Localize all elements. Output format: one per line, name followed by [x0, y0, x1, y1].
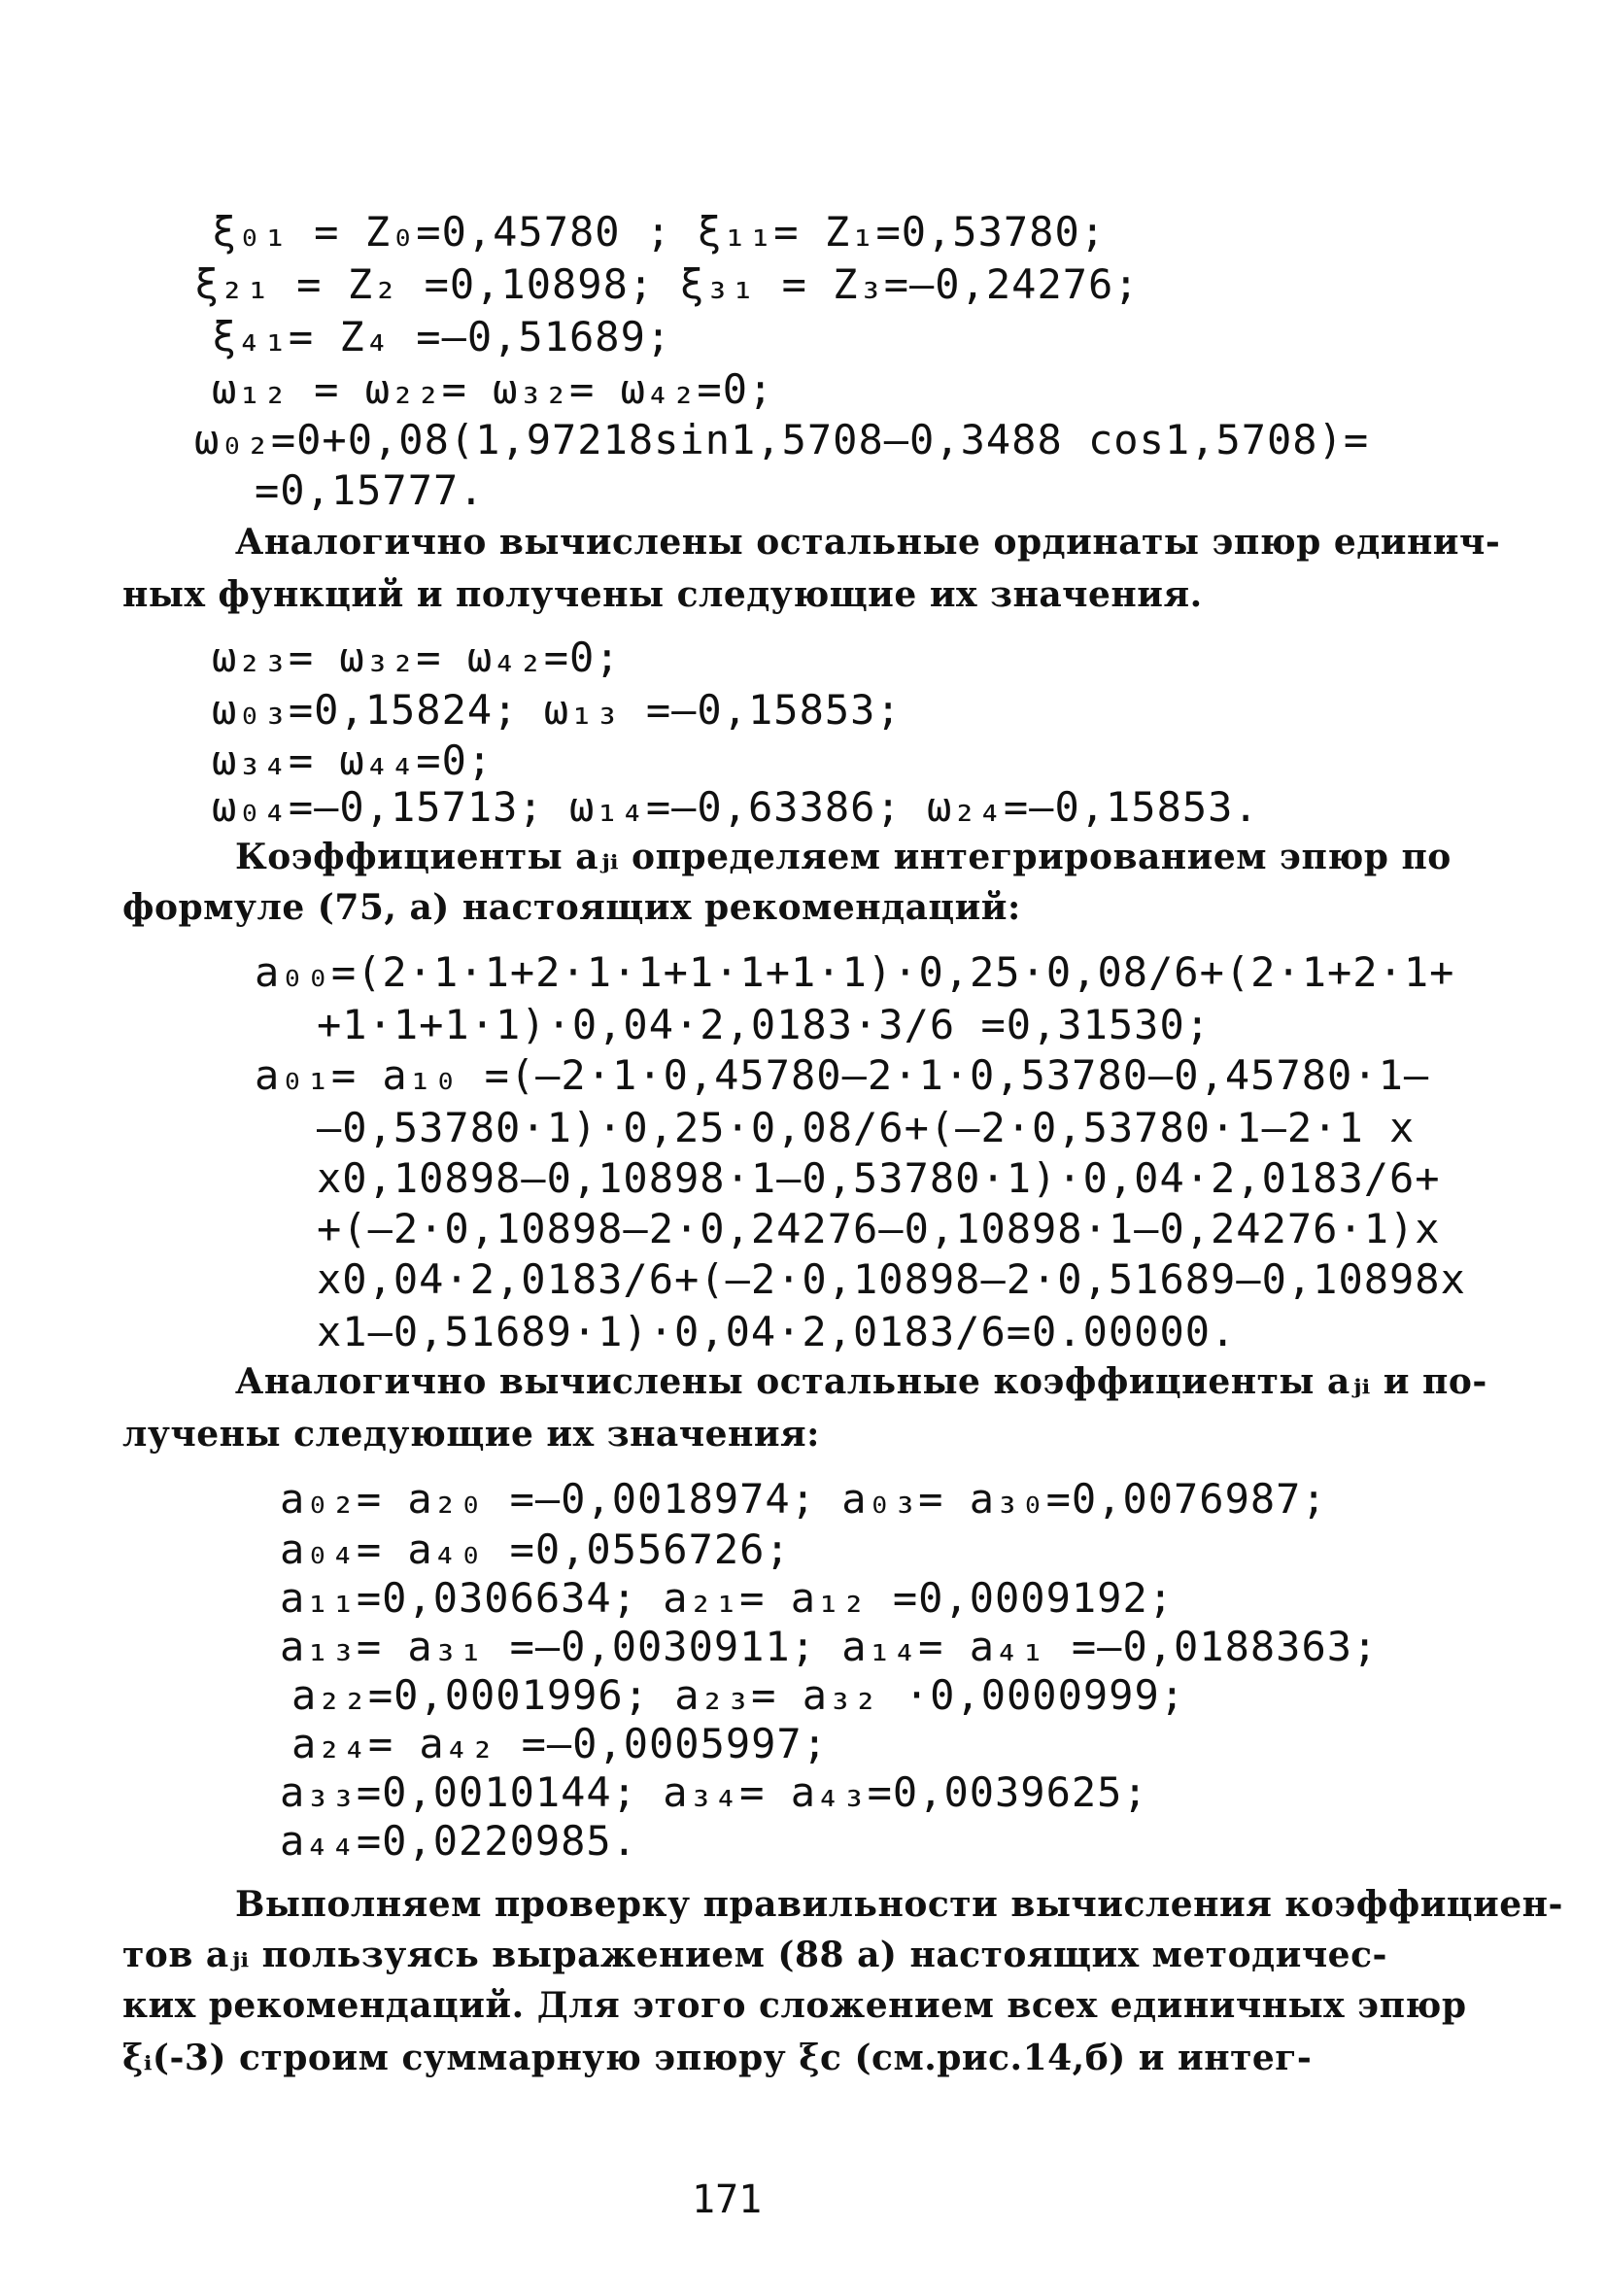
paragraph-4-line-4: ξᵢ(-3) строим суммарную эпюру ξc (см.рис.14,б) и интег-: [122, 2038, 1313, 2078]
formula-w12-w42: ω₁₂ = ω₂₂= ω₃₂= ω₄₂=0;: [212, 365, 774, 413]
page-number: 171: [692, 2177, 763, 2222]
formula-a00-line-2: +1·1+1·1)·0,04·2,0183·3/6 =0,31530;: [317, 1001, 1212, 1048]
formula-a01-line-1: a₀₁= a₁₀ =(–2·1·0,45780–2·1·0,53780–0,45780·1–: [255, 1051, 1430, 1099]
formula-a24: a₂₄= a₄₂ =–0,0005997;: [291, 1720, 829, 1767]
formula-a01-line-6: x1–0,51689·1)·0,04·2,0183/6=0.00000.: [317, 1308, 1237, 1355]
formula-a01-line-3: x0,10898–0,10898·1–0,53780·1)·0,04·2,0183/6+: [317, 1154, 1441, 1202]
paragraph-3-line-2: лучены следующие их значения:: [122, 1414, 820, 1455]
paragraph-4-line-1: Выполняем проверку правильности вычисления коэффициен-: [235, 1884, 1563, 1925]
formula-a01-line-2: –0,53780·1)·0,25·0,08/6+(–2·0,53780·1–2·1 x: [317, 1104, 1416, 1151]
formula-a01-line-4: +(–2·0,10898–2·0,24276–0,10898·1–0,24276·1)x: [317, 1205, 1441, 1252]
formula-w04-w14-w24: ω₀₄=–0,15713; ω₁₄=–0,63386; ω₂₄=–0,15853.: [212, 783, 1259, 831]
paragraph-1-line-1: Аналогично вычислены остальные ординаты эпюр единич-: [235, 522, 1501, 563]
formula-a00-line-1: a₀₀=(2·1·1+2·1·1+1·1+1·1)·0,25·0,08/6+(2·1+2·1+: [255, 948, 1455, 996]
formula-a13-a14: a₁₃= a₃₁ =–0,0030911; a₁₄= a₄₁ =–0,0188363;: [280, 1623, 1379, 1670]
paragraph-4-line-3: ких рекомендаций. Для этого сложением всех единичных эпюр: [122, 1985, 1467, 2026]
formula-a01-line-5: x0,04·2,0183/6+(–2·0,10898–2·0,51689–0,10898x: [317, 1255, 1466, 1303]
formula-xi21-xi31: ξ₂₁ = Z₂ =0,10898; ξ₃₁ = Z₃=–0,24276;: [194, 260, 1140, 308]
formula-a44: a₄₄=0,0220985.: [280, 1817, 638, 1865]
formula-xi41: ξ₄₁= Z₄ =–0,51689;: [212, 313, 672, 360]
formula-a33-a34: a₃₃=0,0010144; a₃₄= a₄₃=0,0039625;: [280, 1768, 1148, 1816]
formula-a04: a₀₄= a₄₀ =0,0556726;: [280, 1525, 791, 1573]
formula-w02: ω₀₂=0+0,08(1,97218sin1,5708–0,3488 cos1,5708)=: [194, 416, 1370, 463]
formula-w23: ω₂₃= ω₃₂= ω₄₂=0;: [212, 634, 621, 681]
paragraph-1-line-2: ных функций и получены следующие их значения.: [122, 574, 1203, 615]
paragraph-3-line-1: Аналогично вычислены остальные коэффициенты aⱼᵢ и по-: [235, 1361, 1487, 1402]
formula-a22-a23: a₂₂=0,0001996; a₂₃= a₃₂ ·0,0000999;: [291, 1671, 1186, 1719]
formula-a02-a03: a₀₂= a₂₀ =–0,0018974; a₀₃= a₃₀=0,0076987;: [280, 1475, 1327, 1523]
paragraph-2-line-1: Коэффициенты aⱼᵢ определяем интегрированием эпюр по: [235, 837, 1452, 877]
paragraph-4-line-2: тов aⱼᵢ пользуясь выражением (88 а) настоящих методичес-: [122, 1935, 1387, 1975]
paragraph-2-line-2: формуле (75, а) настоящих рекомендаций:: [122, 887, 1021, 928]
formula-a11-a21: a₁₁=0,0306634; a₂₁= a₁₂ =0,0009192;: [280, 1574, 1175, 1622]
formula-w34-w44: ω₃₄= ω₄₄=0;: [212, 737, 494, 784]
formula-w03-w13: ω₀₃=0,15824; ω₁₃ =–0,15853;: [212, 686, 902, 734]
formula-xi01-xi11: ξ₀₁ = Z₀=0,45780 ; ξ₁₁= Z₁=0,53780;: [212, 208, 1107, 256]
formula-w02-result: =0,15777.: [255, 466, 485, 514]
